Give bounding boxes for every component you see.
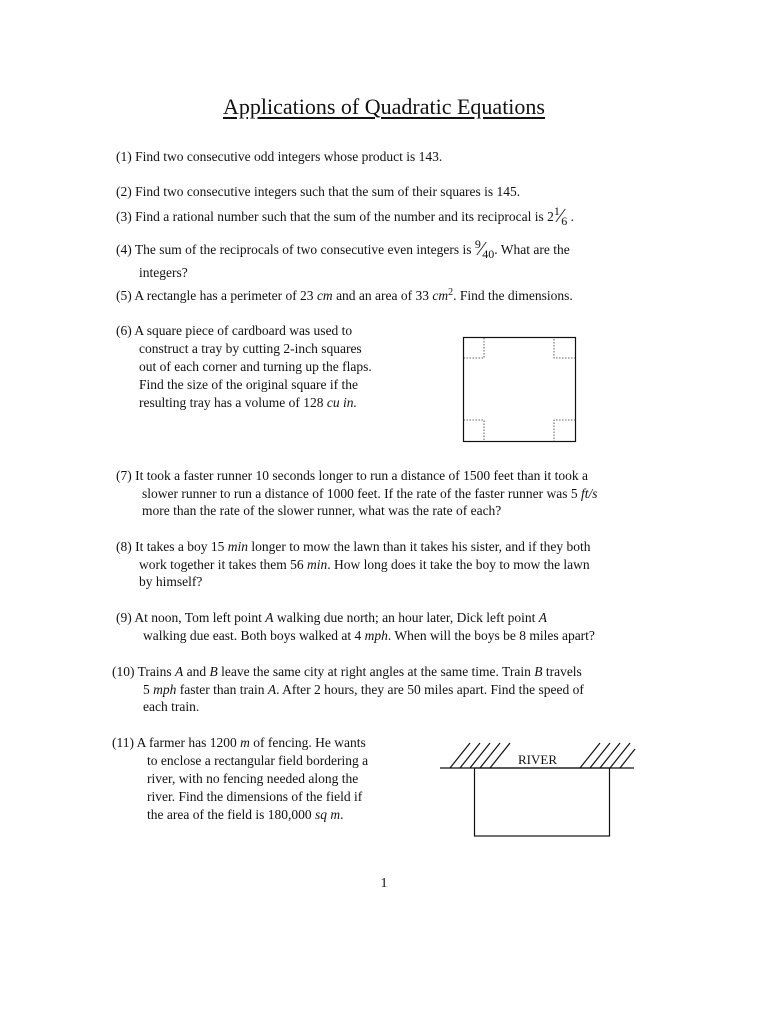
problem-text: resulting tray has a volume of 128	[139, 395, 324, 410]
problem-text: and	[186, 664, 207, 679]
page-number: 1	[380, 876, 388, 891]
unit-label: min	[306, 557, 328, 572]
problem-text: work together it takes them 56	[139, 557, 304, 572]
fraction-slash: ⁄	[558, 205, 563, 227]
problem-number: (2)	[116, 184, 132, 199]
problem-text: Find a rational number such that the sum of the number and its reciprocal is	[135, 209, 544, 224]
unit-label: cm	[316, 288, 333, 303]
problem-text: . How long does it take the boy to mow the lawn	[327, 557, 590, 572]
mixed-number-whole: 2	[547, 209, 554, 224]
problem-number: (7)	[116, 468, 132, 483]
problem-text: leave the same city at right angles at the same time. Train	[221, 664, 531, 679]
tray-diagram	[460, 334, 580, 444]
problem-6-line-4: Find the size of the original square if the	[139, 377, 358, 392]
problem-text: 5	[143, 682, 150, 697]
variable-label: B	[534, 664, 543, 679]
problem-text: At noon, Tom left point	[134, 610, 262, 625]
problem-9-line-2	[143, 627, 595, 644]
problem-text: A square piece of cardboard was used to	[134, 323, 353, 338]
cardboard-square	[464, 338, 576, 442]
unit-label: m	[240, 735, 250, 750]
unit-label: cm	[432, 288, 449, 303]
problem-number: (1)	[116, 149, 132, 164]
fraction-slash: ⁄	[479, 238, 484, 260]
variable-label: A	[265, 610, 274, 625]
corner-cut-bottom-left	[464, 420, 485, 442]
problem-number: (11)	[112, 735, 134, 750]
problem-7-line-2	[142, 485, 597, 502]
problem-5	[116, 287, 573, 306]
problem-text: Find two consecutive odd integers whose product is 143.	[135, 149, 443, 164]
problem-8-line-3: by himself?	[139, 574, 203, 589]
unit-label: mph	[364, 628, 388, 643]
exponent: 2	[448, 287, 454, 298]
problem-7-line-3: more than the rate of the slower runner, what was the rate of each?	[142, 503, 502, 518]
problem-text: the area of the field is 180,000	[147, 807, 312, 822]
unit-label: ft/s	[580, 486, 598, 501]
problem-7	[116, 467, 588, 484]
variable-label: A	[267, 682, 277, 697]
problem-9	[116, 609, 547, 626]
problem-text: . After 2 hours, they are 50 miles apart. Find the speed of	[276, 682, 584, 697]
problem-text: of fencing. He wants	[253, 735, 366, 750]
river-label: RIVER	[518, 752, 557, 767]
problem-text: longer to mow the lawn than it takes his sister, and if they both	[251, 539, 591, 554]
problem-text: walking due east. Both boys walked at 4	[143, 628, 362, 643]
problem-4	[116, 237, 570, 261]
fraction-numerator: 1	[553, 204, 560, 218]
problem-text: A farmer has 1200	[136, 735, 237, 750]
problem-text: and an area of 33	[336, 288, 430, 303]
problem-6-line-3: out of each corner and turning up the flaps.	[139, 359, 372, 374]
problem-6	[116, 322, 352, 339]
problem-text: A rectangle has a perimeter of 23	[134, 288, 314, 303]
unit-label: cu in.	[326, 395, 357, 410]
unit-label: mph	[153, 682, 177, 697]
problem-text: . When will the boys be 8 miles apart?	[387, 628, 595, 643]
problem-6-line-5	[139, 394, 357, 411]
problem-text: The sum of the reciprocals of two consecutive even integers is	[134, 242, 472, 257]
problem-number: (10)	[112, 664, 135, 679]
corner-cut-top-right	[554, 338, 576, 359]
problem-number: (5)	[116, 288, 132, 303]
field-rectangle	[475, 768, 610, 836]
page-title: Applications of Quadratic Equations	[223, 94, 545, 119]
variable-label: A	[175, 664, 184, 679]
problem-2	[116, 183, 520, 200]
problem-text-tail: . What are the	[494, 242, 570, 257]
problem-text: .	[340, 807, 344, 822]
fraction-numerator: 9	[474, 237, 481, 251]
problem-number: (8)	[116, 539, 132, 554]
problem-text: travels	[545, 664, 582, 679]
problem-text: Find two consecutive integers such that the sum of their squares is 145.	[135, 184, 521, 199]
problem-number: (4)	[116, 242, 132, 257]
problem-text: It takes a boy 15	[135, 539, 225, 554]
problem-text: It took a faster runner 10 seconds longer to run a distance of 1500 feet than it took a	[135, 468, 588, 483]
problem-text: slower runner to run a distance of 1000 feet. If the rate of the faster runner was 5	[142, 486, 578, 501]
problem-text: walking due north; an hour later, Dick left point	[276, 610, 536, 625]
problem-3	[116, 204, 574, 228]
problem-6-line-2: construct a tray by cutting 2-inch squares	[139, 341, 362, 356]
corner-cut-bottom-right	[554, 420, 576, 442]
problem-11-line-5	[147, 806, 343, 823]
problem-text-tail: .	[570, 209, 574, 224]
problem-11	[112, 734, 366, 751]
unit-label: sq m	[314, 807, 341, 822]
variable-label: A	[538, 610, 547, 625]
problem-11-line-3: river, with no fencing needed along the	[147, 771, 359, 786]
problem-4-line-2: integers?	[139, 265, 188, 280]
unit-label: min	[227, 539, 248, 554]
problem-10-line-3: each train.	[143, 699, 200, 714]
problem-8	[116, 538, 591, 555]
problem-text: Trains	[137, 664, 172, 679]
problem-number: (6)	[116, 323, 132, 338]
problem-text: faster than train	[179, 682, 265, 697]
problem-10-line-2	[143, 681, 584, 698]
problem-number: (9)	[116, 610, 132, 625]
variable-label: B	[209, 664, 218, 679]
problem-11-line-4: river. Find the dimensions of the field if	[147, 789, 363, 804]
fraction-denominator: 6	[561, 214, 568, 228]
problem-number: (3)	[116, 209, 132, 224]
problem-1	[116, 148, 442, 165]
problem-10	[112, 663, 582, 680]
problem-11-line-2: to enclose a rectangular field bordering a	[147, 753, 369, 768]
problem-8-line-2	[139, 556, 590, 573]
problem-text-tail: . Find the dimensions.	[453, 288, 573, 303]
river-field-diagram	[440, 738, 636, 842]
fraction-denominator: 40	[482, 247, 495, 261]
corner-cut-top-left	[464, 338, 485, 359]
